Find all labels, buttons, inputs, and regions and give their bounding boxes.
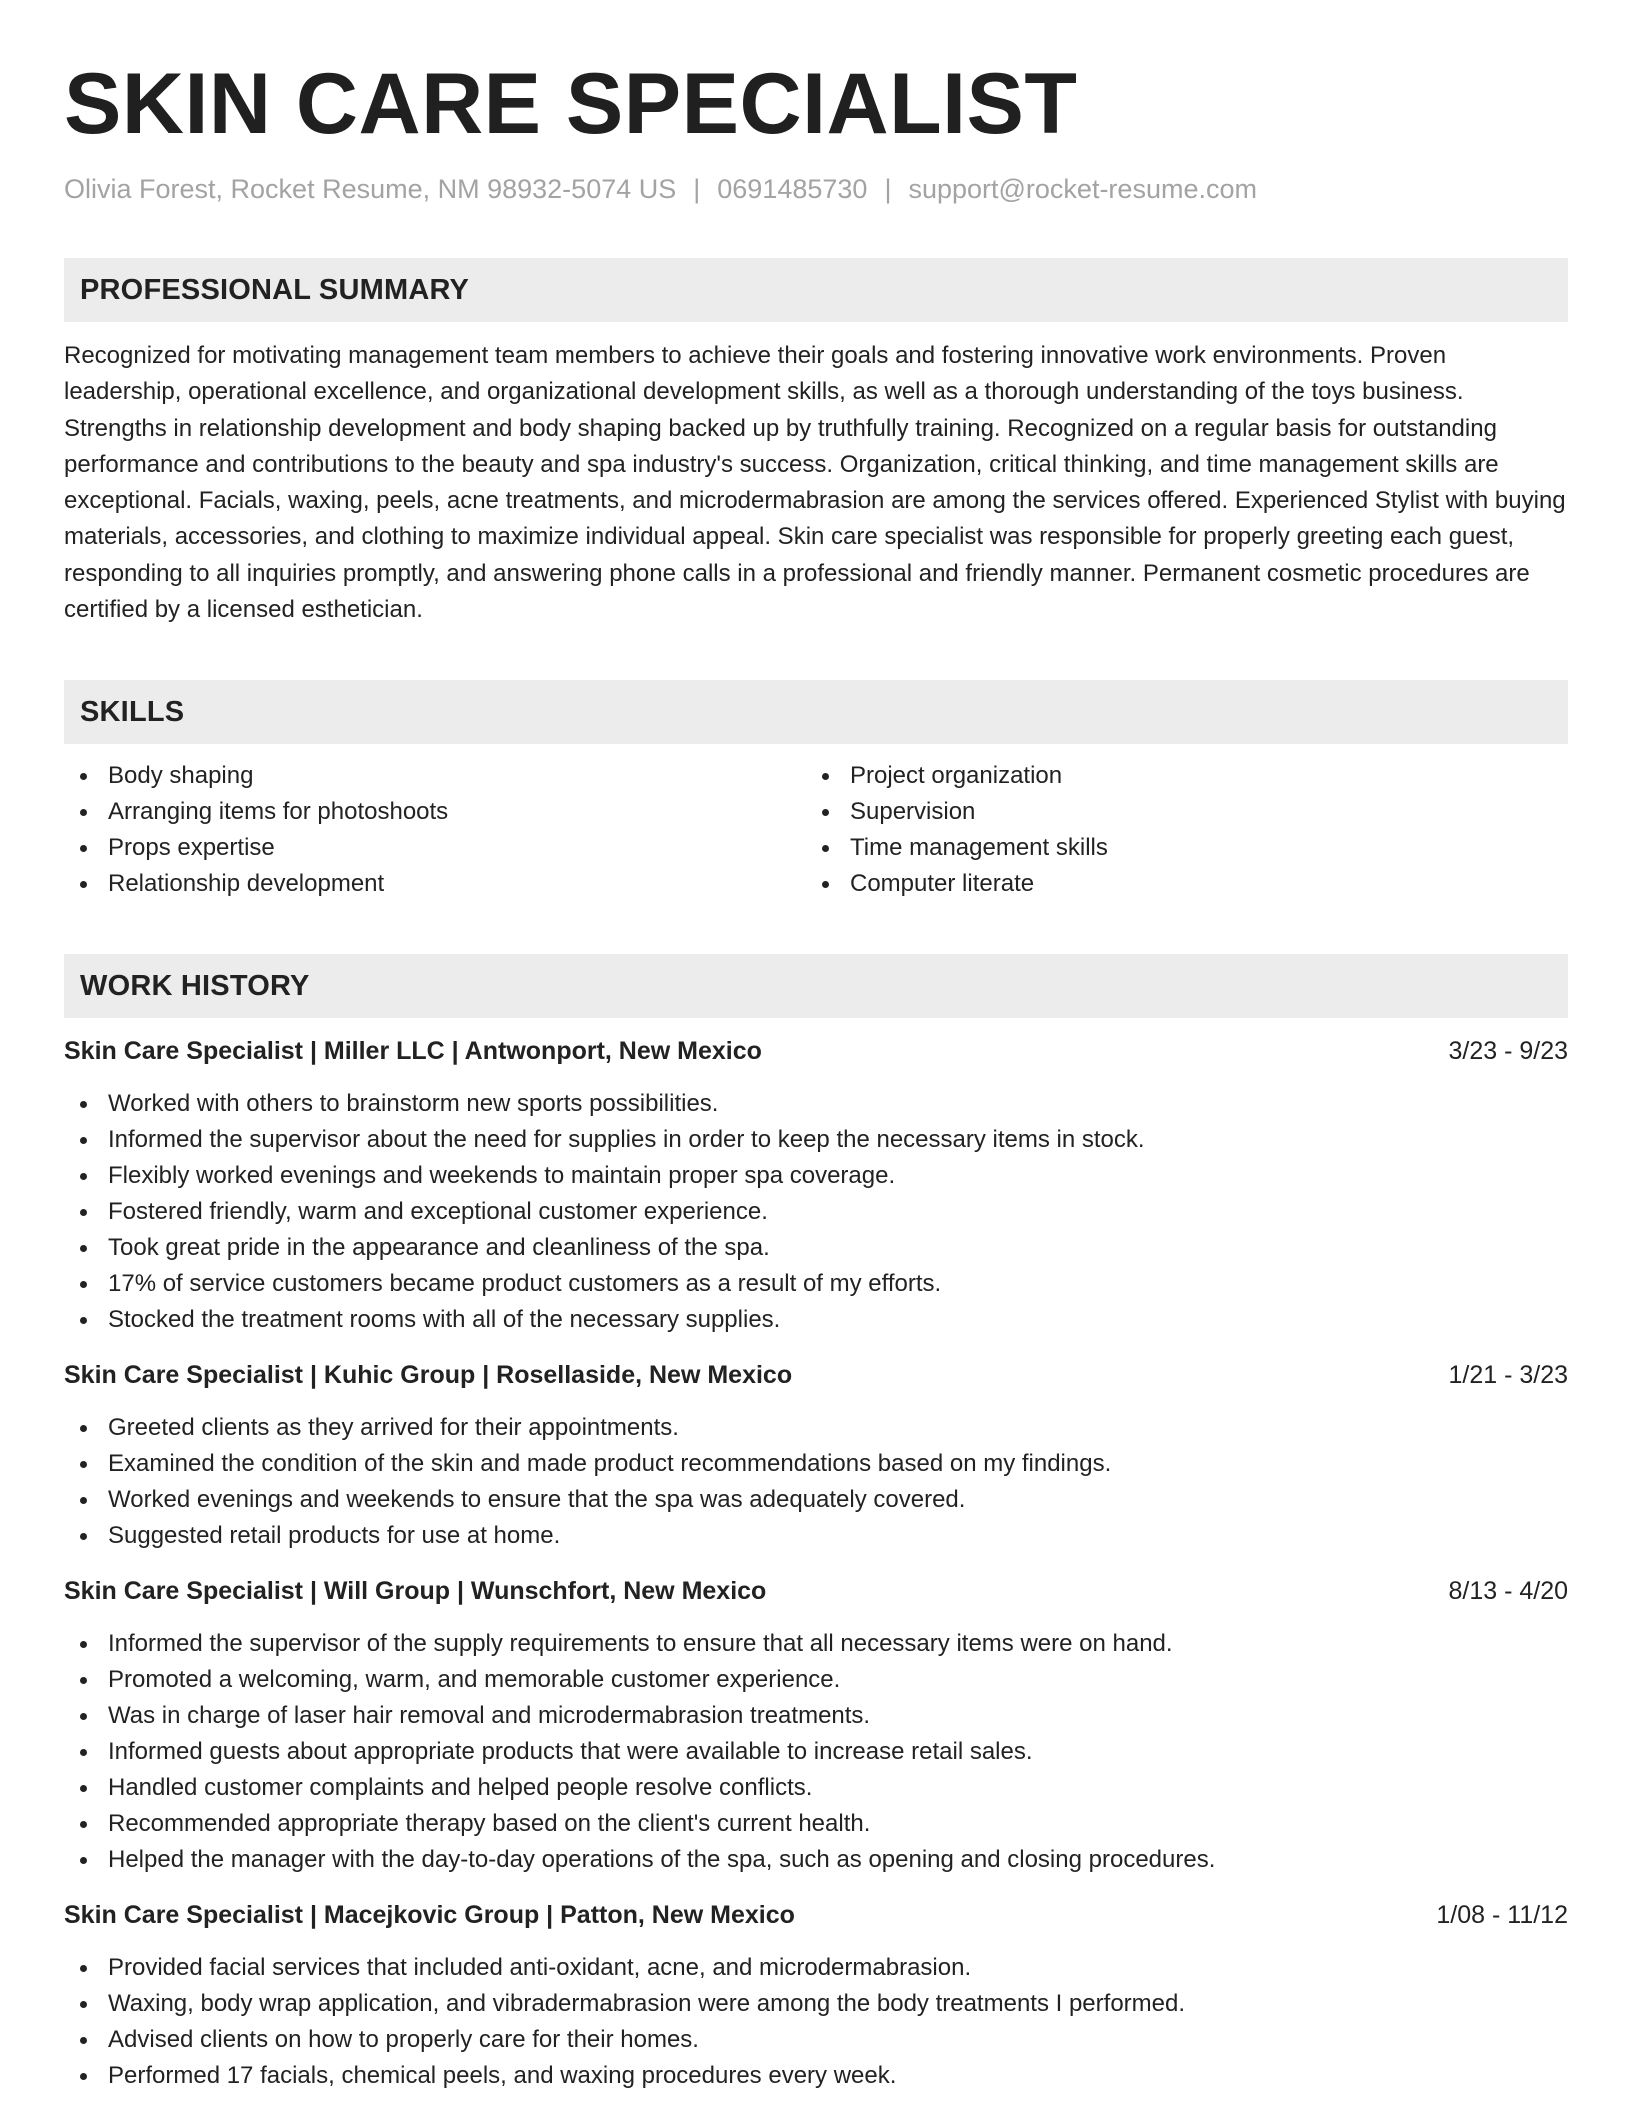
job-bullet: Suggested retail products for use at home.: [108, 1518, 1568, 1554]
job-header: [64, 1898, 1568, 1932]
section-header-summary: PROFESSIONAL SUMMARY: [64, 258, 1568, 322]
resume-page: [64, 58, 1568, 2094]
job-bullet: Performed 17 facials, chemical peels, and waxing procedures every week.: [108, 2058, 1568, 2094]
skills-column-left: [64, 758, 806, 902]
job-entry-will: [64, 1574, 1568, 1878]
skill-item: Relationship development: [108, 866, 806, 902]
job-bullet: Handled customer complaints and helped people resolve conflicts.: [108, 1770, 1568, 1806]
job-bullet: Worked with others to brainstorm new sports possibilities.: [108, 1086, 1568, 1122]
skill-item: Supervision: [850, 794, 1548, 830]
job-bullet: 17% of service customers became product customers as a result of my efforts.: [108, 1266, 1568, 1302]
job-header: [64, 1034, 1568, 1068]
job-bullet: Informed guests about appropriate products that were available to increase retail sales.: [108, 1734, 1568, 1770]
skill-item: Project organization: [850, 758, 1548, 794]
job-bullet: Recommended appropriate therapy based on the client's current health.: [108, 1806, 1568, 1842]
job-bullets: [64, 1410, 1568, 1554]
resume-name-title: SKIN CARE SPECIALIST: [64, 56, 1078, 152]
contact-separator: |: [693, 174, 701, 204]
job-bullet: Provided facial services that included anti-oxidant, acne, and microdermabrasion.: [108, 1950, 1568, 1986]
skill-item: Body shaping: [108, 758, 806, 794]
skill-item: Props expertise: [108, 830, 806, 866]
job-title: Skin Care Specialist | Kuhic Group | Rosellaside, New Mexico: [64, 1361, 793, 1390]
job-title: Skin Care Specialist | Macejkovic Group | Patton, New Mexico: [64, 1901, 795, 1930]
contact-address: Olivia Forest, Rocket Resume, NM 98932-5074 US: [64, 174, 677, 204]
job-bullet: Informed the supervisor about the need for supplies in order to keep the necessary items in stock.: [108, 1122, 1568, 1158]
section-header-work-history: WORK HISTORY: [64, 954, 1568, 1018]
skill-item: Arranging items for photoshoots: [108, 794, 806, 830]
job-bullet: Fostered friendly, warm and exceptional customer experience.: [108, 1194, 1568, 1230]
job-entry-kuhic: [64, 1358, 1568, 1554]
job-bullet: Took great pride in the appearance and cleanliness of the spa.: [108, 1230, 1568, 1266]
job-title: Skin Care Specialist | Will Group | Wunschfort, New Mexico: [64, 1577, 767, 1606]
job-bullet: Promoted a welcoming, warm, and memorable customer experience.: [108, 1662, 1568, 1698]
job-bullet: Stocked the treatment rooms with all of the necessary supplies.: [108, 1302, 1568, 1338]
contact-separator: |: [884, 174, 892, 204]
job-header: [64, 1358, 1568, 1392]
contact-line: [64, 172, 1568, 206]
job-dates: 1/08 - 11/12: [1436, 1901, 1568, 1930]
section-header-skills: SKILLS: [64, 680, 1568, 744]
job-bullet: Advised clients on how to properly care for their homes.: [108, 2022, 1568, 2058]
skill-item: Time management skills: [850, 830, 1548, 866]
skills-list: [64, 758, 1568, 902]
job-entry-miller: [64, 1034, 1568, 1338]
job-entry-macejkovic: [64, 1898, 1568, 2094]
job-title: Skin Care Specialist | Miller LLC | Antwonport, New Mexico: [64, 1037, 762, 1066]
job-bullets: [64, 1086, 1568, 1338]
job-bullets: [64, 1626, 1568, 1878]
job-dates: 1/21 - 3/23: [1448, 1361, 1568, 1390]
job-bullet: Examined the condition of the skin and made product recommendations based on my findings.: [108, 1446, 1568, 1482]
contact-email: support@rocket-resume.com: [908, 174, 1257, 204]
job-bullet: Worked evenings and weekends to ensure that the spa was adequately covered.: [108, 1482, 1568, 1518]
job-bullet: Greeted clients as they arrived for their appointments.: [108, 1410, 1568, 1446]
job-bullet: Informed the supervisor of the supply requirements to ensure that all necessary items were on hand.: [108, 1626, 1568, 1662]
job-header: [64, 1574, 1568, 1608]
job-bullet: Waxing, body wrap application, and vibradermabrasion were among the body treatments I performed.: [108, 1986, 1568, 2022]
job-bullet: Helped the manager with the day-to-day operations of the spa, such as opening and closing procedures.: [108, 1842, 1568, 1878]
job-dates: 8/13 - 4/20: [1448, 1577, 1568, 1606]
skill-item: Computer literate: [850, 866, 1548, 902]
job-bullet: Flexibly worked evenings and weekends to maintain proper spa coverage.: [108, 1158, 1568, 1194]
job-bullets: [64, 1950, 1568, 2094]
skills-column-right: [806, 758, 1548, 902]
job-dates: 3/23 - 9/23: [1448, 1037, 1568, 1066]
contact-phone: 0691485730: [717, 174, 868, 204]
job-bullet: Was in charge of laser hair removal and microdermabrasion treatments.: [108, 1698, 1568, 1734]
summary-text: Recognized for motivating management team members to achieve their goals and fostering innovative work environments. Proven leadership, operational excellence, and organizational development skills, as well as a thorough understanding of the toys business. Strengths in relationship development and body shaping backed up by truthfully training. Recognized on a regular basis for outstanding performance and contributions to the beauty and spa industry's success. Organization, critical thinking, and time management skills are exceptional. Facials, waxing, peels, acne treatments, and microdermabrasion are among the services offered. Experienced Stylist with buying materials, accessories, and clothing to maximize individual appeal. Skin care specialist was responsible for properly greeting each guest, responding to all inquiries promptly, and answering phone calls in a professional and friendly manner. Permanent cosmetic procedures are certified by a licensed esthetician.: [64, 342, 1566, 624]
